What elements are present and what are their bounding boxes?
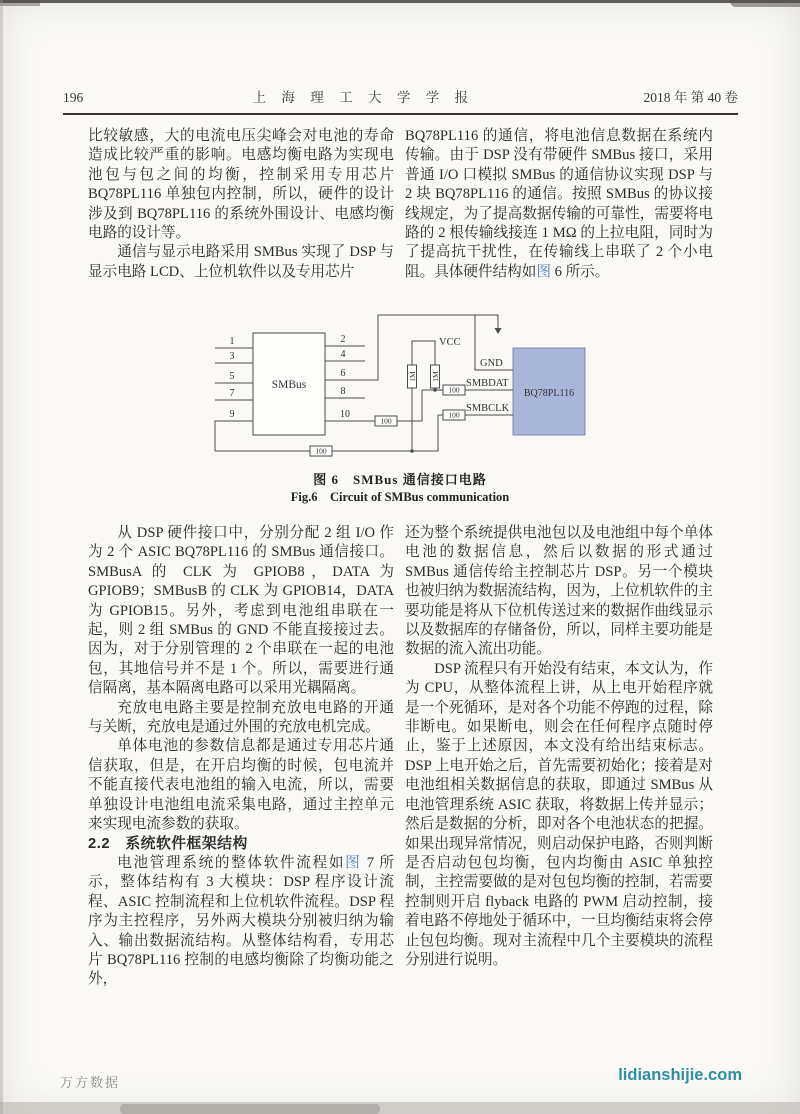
ground-arrow-icon — [495, 328, 502, 334]
figure-caption-en: Fig.6 Circuit of SMBus communication — [290, 490, 510, 504]
figure-6-reference-link[interactable]: 图 — [536, 263, 551, 280]
smbus-block-label: SMBus — [271, 379, 307, 391]
pin-number: 1 — [229, 336, 235, 347]
journal-title: 上 海 理 工 大 学 学 报 — [252, 90, 475, 105]
site-url-link[interactable]: lidianshijie.com — [618, 1066, 742, 1084]
pin-number: 6 — [340, 368, 346, 379]
scan-edge-left — [0, 0, 3, 1114]
scan-edge-top — [0, 0, 800, 3]
pin-number: 3 — [229, 351, 235, 362]
paragraph: 从 DSP 硬件接口中，分别分配 2 组 I/O 作为 2 个 ASIC BQ78PL116 的 SMBus 通信接口。SMBusA 的 CLK 为 GPIOB8，DATA 为 GPIOB9；SMBusB 的 CLK 为 GPIOB14，DATA 为 GPIOB15。另外，考虑到电池组串联在一起，则 2 组 SMBus 的 GND 不能直接接过去。因为，对于分别管理的 2 个串联在一起的电池包，其地信号并不是 1 个。所以，需要进行通信隔离，基本隔离电路可以采用光耦隔离。 — [88, 525, 394, 697]
figure-7-reference-link[interactable]: 图 — [345, 854, 362, 871]
paragraph: 充放电电路主要是控制充放电电路的开通与关断，充放电是通过外围的充放电机完成。 — [88, 699, 394, 736]
paragraph-text: 7 所示，整体结构有 3 大模块：DSP 程序设计流程、ASIC 控制流程和上位机软件流程。DSP 程序为主控程序，另外两大模块分别被归纳为输入、输出数据流结构。从整体结构看，专用芯片 BQ78PL116 控制的电感均衡除了均衡功能之外， — [88, 854, 394, 988]
paragraph: 单体电池的参数信息都是通过专用芯片通信获取，但是，在开启均衡的时候，包电流并不能直接代表电池组的输入电流，所以，需要单独设计电池组电流采集电路，通过主控单元来实现电流参数的获取。 — [88, 738, 394, 833]
resistor-value: 100 — [315, 446, 327, 456]
smbus-circuit-svg — [180, 303, 622, 467]
resistor-value: 100 — [448, 385, 460, 395]
page-number: 196 — [63, 90, 84, 105]
paragraph — [405, 127, 713, 282]
issue-info: 2018 年 第 40 卷 — [643, 90, 738, 105]
scan-smudge-top-right — [730, 0, 800, 7]
resistor-value: 100 — [448, 410, 460, 420]
pin-number: 9 — [229, 409, 235, 420]
paragraph: 通信与显示电路采用 SMBus 实现了 DSP 与显示电路 LCD、上位机软件以及专用芯片 — [88, 244, 394, 280]
vcc-label: VCC — [439, 337, 461, 348]
figure-caption-cn: 图 6 SMBus 通信接口电路 — [313, 472, 487, 487]
pin-number: 10 — [340, 409, 350, 420]
pullup-value: 1M — [431, 371, 440, 382]
pin-number: 5 — [229, 371, 235, 382]
pin-number: 8 — [340, 386, 346, 397]
figure-6-circuit-diagram — [180, 303, 622, 467]
pullup-value: 1M — [408, 371, 417, 382]
scan-smear-bottom — [120, 1104, 380, 1114]
running-header — [63, 86, 738, 115]
right-column-bottom — [405, 524, 713, 970]
pin-number: 7 — [229, 388, 235, 399]
section-heading-2-2: 2.2 系统软件框架结构 — [88, 835, 248, 852]
gnd-label: GND — [480, 358, 503, 369]
paragraph: 比较敏感，大的电流电压尖峰会对电池的寿命造成比较严重的影响。电感均衡电路为实现电池包与包之间的均衡，控制采用专用芯片 BQ78PL116 单独包内控制，所以，硬件的设计涉及到 BQ78PL116 的系统外围设计、电感均衡电路的设计等。 — [88, 128, 394, 242]
resistor-value: 100 — [380, 416, 392, 426]
paragraph-text: BQ78PL116 的通信，将电池信息数据在系统内传输。由于 DSP 没有带硬件 SMBus 接口，采用普通 I/O 口模拟 SMBus 的通信协议实现 DSP 与 2 块 BQ78PL116 的通信。按照 SMBus 的协议接线规定，为了提高数据传输的可靠性，需要将电路的 2 根传输线接连 1 MΩ 的上拉电阻，同时为了提高抗干扰性，在传输线上串联了 2 个小电阻。具体硬件结构如 — [405, 128, 713, 280]
paragraph: 还为整个系统提供电池包以及电池组中每个单体电池的数据信息，然后以数据的形式通过 SMBus 通信传给主控制芯片 DSP。另一个模块也被归纳为数据流结构，因为，上位机软件的主要功能是将从下位机传送过来的数据作曲线显示以及数据库的存储备份，所以，同样主要功能是数据的流入流出功能。 — [405, 525, 713, 658]
paragraph-text: 电池管理系统的整体软件流程如 — [117, 854, 346, 871]
pin-number: 2 — [340, 334, 346, 345]
paragraph — [88, 854, 394, 990]
right-column-top — [405, 127, 713, 282]
scan-smudge-top-left — [0, 0, 40, 6]
left-column-bottom — [88, 524, 394, 990]
pin-number: 4 — [340, 349, 346, 360]
paragraph-text: 6 所示。 — [550, 263, 610, 280]
left-column-top — [88, 127, 394, 282]
chip-label: BQ78PL116 — [523, 388, 575, 399]
wanfang-watermark: 万方数据 — [60, 1075, 121, 1090]
paragraph: DSP 流程只有开始没有结束，本文认为，作为 CPU，从整体流程上讲，从上电开始程序就是一个死循环，是对各个功能不停跑的过程，除非断电。如果断电，则会在任何程序点随时停止，鉴于上述原因，本文没有给出结束标志。DSP 上电开始之后，首先需要初始化；接着是对电池组相关数据信息的获取，即通过 SMBus 从电池管理系统 ASIC 获取，将数据上传并显示；然后是数据的分析，即对各个电池状态的把握。如果出现异常情况，则启动保护电路，否则判断是否启动包包均衡，包内均衡由 ASIC 单独控制，主控需要做的是对包包均衡的控制，若需要控制则开启 flyback 电路的 PWM 启动控制，接着电路不停地处于循环中，一旦均衡结束将会停止包包均衡。现对主流程中几个主要模块的流程分别进行说明。 — [405, 660, 713, 968]
smbdat-label: SMBDAT — [466, 378, 509, 389]
smbclk-label: SMBCLK — [466, 403, 510, 414]
